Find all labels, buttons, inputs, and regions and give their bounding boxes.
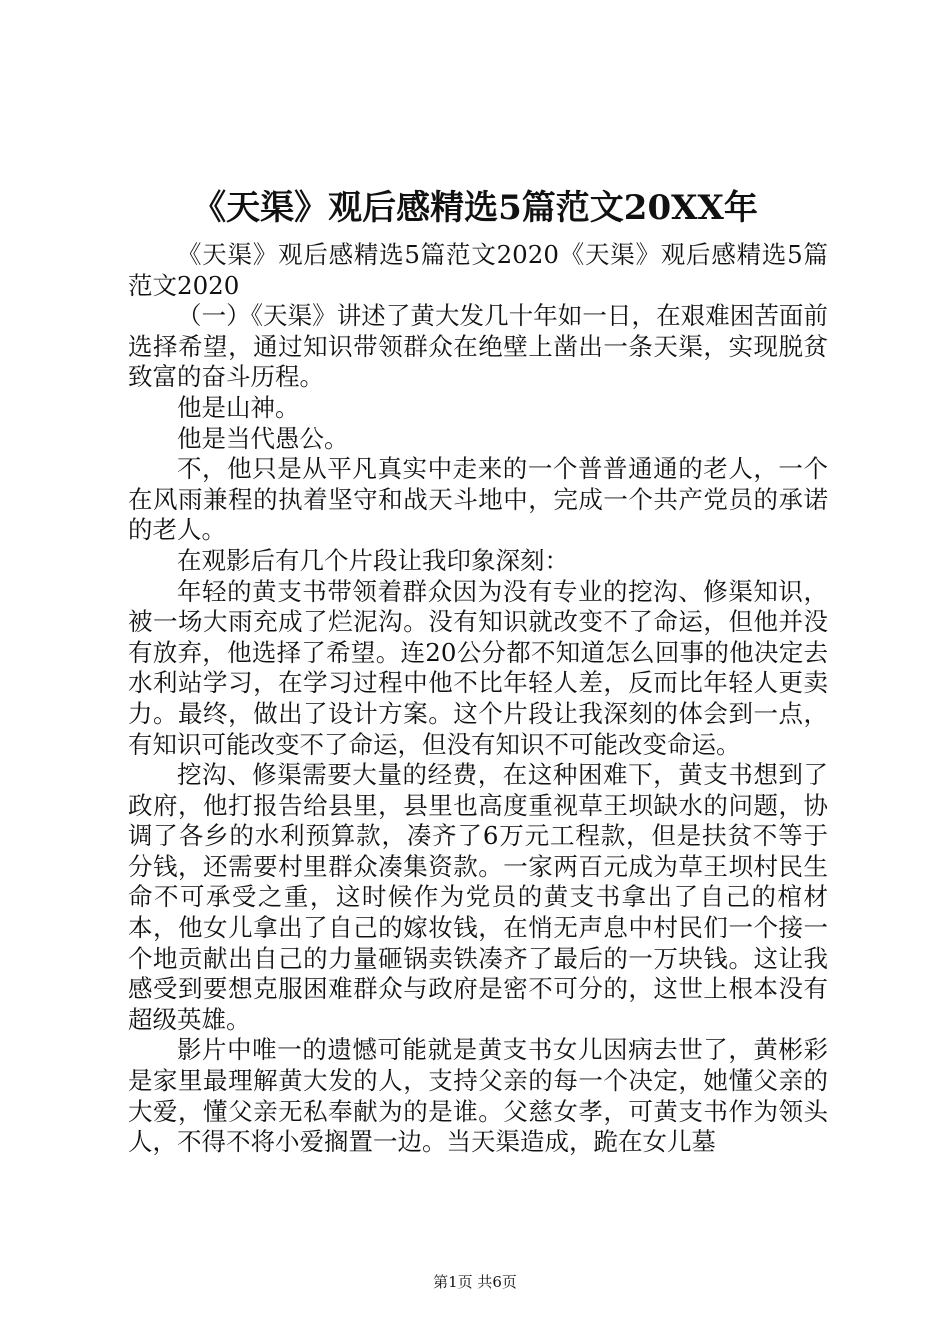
paragraph: 《天渠》观后感精选5篇范文2020《天渠》观后感精选5篇范文2020: [128, 240, 828, 300]
paragraph: 他是山神。: [177, 392, 300, 422]
paragraph: 在观影后有几个片段让我印象深刻：: [177, 545, 569, 575]
paragraph: 挖沟、修渠需要大量的经费，在这种困难下，黄支书想到了政府，他打报告给县里，县里也高度重视草王坝缺水的问题，协调了各乡的水利预算款，凑齐了6万元工程款，但是扶贫不等于分钱，还需要村里群众凑集资款。一家两百元成为草王坝村民生命不可承受之重，这时候作为党员的黄支书拿出了自己的棺材本，他女儿拿出了自己的嫁妆钱，在悄无声息中村民们一个接一个地贡献出自己的力量砸锅卖铁凑齐了最后的一万块钱。这让我感受到要想克服困难群众与政府是密不可分的，这世上根本没有超级英雄。: [128, 760, 828, 1034]
page-footer: 第1页 共6页: [433, 1273, 517, 1291]
document-title: 《天渠》观后感精选5篇范文20XX年: [192, 188, 758, 228]
paragraph: 他是当代愚公。: [177, 423, 349, 453]
paragraph: 影片中唯一的遗憾可能就是黄支书女儿因病去世了，黄彬彩是家里最理解黄大发的人，支持父亲的每一个决定，她懂父亲的大爱，懂父亲无私奉献为的是谁。父慈女孝，可黄支书作为领头人，不得不将小爱搁置一边。当天渠造成，跪在女儿墓: [128, 1035, 828, 1157]
paragraph: 年轻的黄支书带领着群众因为没有专业的挖沟、修渠知识，被一场大雨充成了烂泥沟。没有知识就改变不了命运，但他并没有放弃，他选择了希望。连20公分都不知道怎么回事的他决定去水利站学习，在学习过程中他不比年轻人差，反而比年轻人更卖力。最终，做出了设计方案。这个片段让我深刻的体会到一点，有知识可能改变不了命运，但没有知识不可能改变命运。: [128, 576, 828, 759]
paragraph: 不，他只是从平凡真实中走来的一个普普通通的老人，一个在风雨兼程的执着坚守和战天斗地中，完成一个共产党员的承诺的老人。: [128, 454, 828, 545]
document-body: [128, 240, 828, 1158]
paragraph: （一）《天渠》讲述了黄大发几十年如一日，在艰难困苦面前选择希望，通过知识带领群众在绝壁上凿出一条天渠，实现脱贫致富的奋斗历程。: [128, 301, 828, 392]
